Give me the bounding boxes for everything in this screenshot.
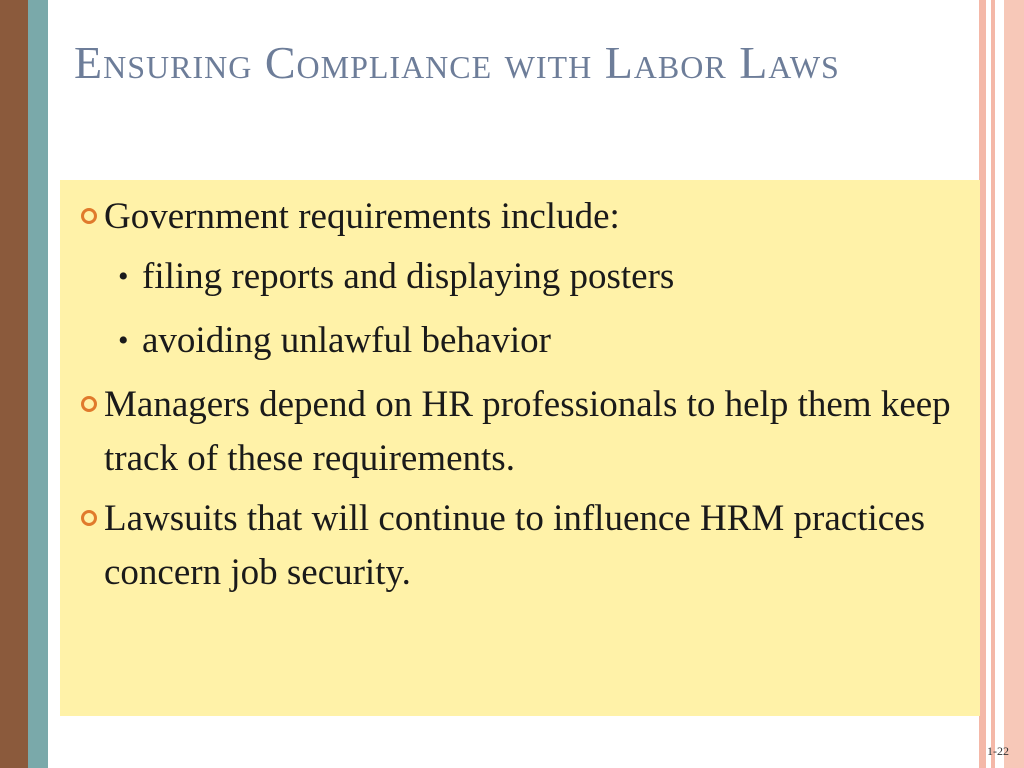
dot-bullet-icon: • [118, 260, 129, 293]
content-box [60, 180, 980, 716]
bullet-text: Managers depend on HR professionals to help them keep track of these requirements. [104, 384, 951, 479]
bullet-list [78, 190, 968, 606]
sub-bullet-text: avoiding unlawful behavior [142, 320, 551, 361]
slide-title: Ensuring Compliance with Labor Laws [74, 37, 840, 88]
bullet-text: Government requirements include: [104, 196, 620, 237]
sub-bullet-item [78, 314, 968, 368]
right-decor-gap [995, 0, 1004, 768]
bullet-item [78, 378, 968, 486]
right-decor-stripe [979, 0, 986, 768]
left-decor-stripe-brown [0, 0, 28, 768]
bullet-text: Lawsuits that will continue to influence HRM practices concern job security. [104, 498, 925, 593]
right-decor-stripe [1004, 0, 1024, 768]
dot-bullet-icon: • [118, 324, 129, 357]
bullet-item [78, 492, 968, 600]
bullet-item [78, 190, 968, 244]
ring-bullet-icon [81, 510, 97, 526]
sub-bullet-item [78, 250, 968, 304]
left-decor-stripe-teal [28, 0, 48, 768]
ring-bullet-icon [81, 208, 97, 224]
ring-bullet-icon [81, 396, 97, 412]
sub-bullet-text: filing reports and displaying posters [142, 256, 675, 297]
slide-number: 1-22 [987, 744, 1009, 758]
